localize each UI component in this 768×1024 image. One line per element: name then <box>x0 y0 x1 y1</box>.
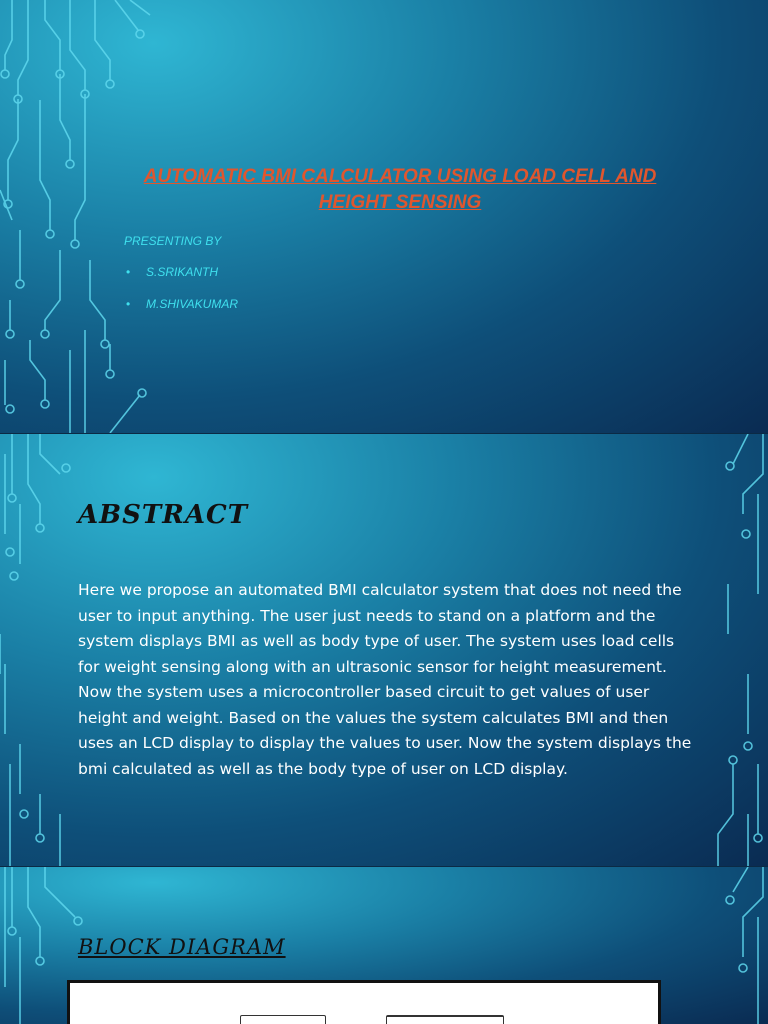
block-diagram-frame <box>67 980 661 1024</box>
block-diagram-slide <box>0 867 768 1024</box>
abstract-heading: ABSTRACT <box>78 500 249 530</box>
presenting-label: PRESENTING BY <box>124 234 222 248</box>
title-slide <box>0 0 768 433</box>
circuit-decoration-icon <box>0 0 160 433</box>
circuit-decoration-icon <box>688 867 768 1024</box>
bullet-icon: • <box>126 265 131 279</box>
bullet-icon: • <box>126 297 131 311</box>
presenter-name: M.SHIVAKUMAR <box>146 297 239 311</box>
abstract-slide <box>0 434 768 866</box>
presenter-name: S.SRIKANTH <box>146 265 219 279</box>
circuit-decoration-icon <box>0 434 90 866</box>
presenter-item <box>126 297 238 311</box>
diagram-block <box>386 1015 504 1024</box>
slide-title: AUTOMATIC BMI CALCULATOR USING LOAD CELL AND HEIGHT SENSING <box>143 166 657 213</box>
abstract-body: Here we propose an automated BMI calculator system that does not need the user to input anything. The user just needs to stand on a platform and the system displays BMI as well as body type of user. The system uses load cells for weight sensing along with an ultrasonic sensor for height measurement. Now the system uses a microcontroller based circuit to get values of user height and weight. Based on the values the system calculates BMI and then uses an LCD display to display the values to user. Now the system displays the bmi calculated as well as the body type of user on LCD display. <box>78 581 692 778</box>
circuit-decoration-icon <box>688 434 768 866</box>
diagram-block <box>240 1015 326 1024</box>
block-diagram-heading: BLOCK DIAGRAM <box>78 935 286 959</box>
presenter-item <box>126 265 218 279</box>
